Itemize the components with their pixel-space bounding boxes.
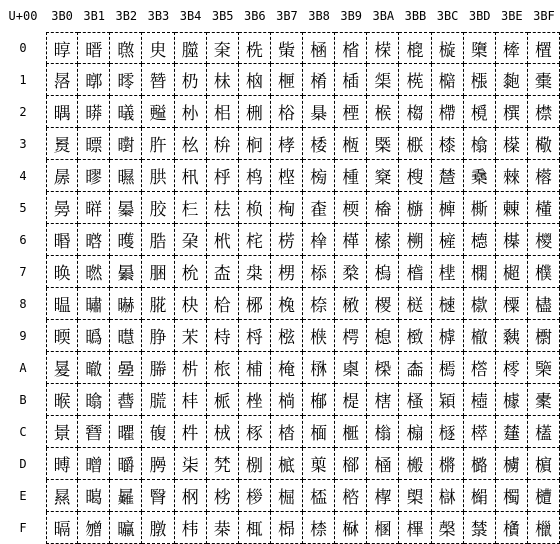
glyph-cell: 㭑: [207, 64, 239, 96]
glyph-cell: 㮒: [335, 96, 367, 128]
glyph-cell: 㯂: [432, 96, 464, 128]
glyph-cell: 㭓: [207, 128, 239, 160]
glyph-cell: 㯣: [496, 128, 528, 160]
glyph-cell: 㯑: [464, 64, 496, 96]
glyph-cell: 㮝: [335, 448, 367, 480]
glyph-cell: 㮵: [399, 192, 431, 224]
glyph-cell: 㬨: [110, 288, 142, 320]
glyph-cell: 㮸: [399, 288, 431, 320]
glyph-cell: 㮊: [303, 352, 335, 384]
row-header: 3: [19, 137, 27, 151]
glyph-cell: 㮷: [399, 256, 431, 288]
column-header: 3B0: [51, 9, 73, 23]
glyph-cell: 㯷: [528, 256, 560, 288]
glyph-cell: 㭌: [175, 416, 207, 448]
glyph-cell: 㯐: [464, 32, 496, 64]
glyph-cell: 㮀: [303, 32, 335, 64]
glyph-cell: 㯺: [528, 352, 560, 384]
glyph-cell: 㮁: [303, 64, 335, 96]
glyph-cell: 㭝: [207, 448, 239, 480]
glyph-cell: 㮂: [303, 96, 335, 128]
glyph-cell: 㮴: [399, 160, 431, 192]
glyph-cell: 㯟: [464, 512, 496, 544]
row-header: 8: [19, 297, 27, 311]
glyph-cell: 㮿: [399, 512, 431, 544]
glyph-cell: 㯳: [528, 128, 560, 160]
glyph-cell: 㮋: [303, 384, 335, 416]
column-header: 3B1: [83, 9, 106, 23]
glyph-cell: 㮉: [303, 320, 335, 352]
glyph-cell: 㯀: [432, 32, 464, 64]
glyph-cell: 㬪: [110, 352, 142, 384]
glyph-cell: 㯛: [464, 384, 496, 416]
glyph-cell: 㭎: [175, 480, 207, 512]
glyph-cell: 㮥: [367, 192, 399, 224]
glyph-cell: 㯝: [464, 448, 496, 480]
glyph-cell: 㭸: [271, 288, 303, 320]
column-header: 3B7: [276, 9, 298, 23]
glyph-cell: 㭕: [207, 192, 239, 224]
glyph-cell: 㬬: [110, 416, 142, 448]
glyph-cell: 㭄: [175, 160, 207, 192]
glyph-cell: 㮤: [367, 160, 399, 192]
row-header: 0: [19, 41, 27, 55]
glyph-cell: 㬳: [142, 128, 174, 160]
glyph-cell: 㭉: [175, 320, 207, 352]
glyph-cell: 㭽: [271, 448, 303, 480]
glyph-cell: 㭮: [239, 480, 271, 512]
column-header: 3BF: [533, 9, 555, 23]
glyph-cell: 㭺: [271, 352, 303, 384]
glyph-cell: 㯩: [496, 320, 528, 352]
row-header: 5: [19, 201, 27, 215]
column-header: 3B5: [211, 9, 234, 23]
glyph-cell: 㬲: [142, 96, 174, 128]
glyph-cell: 㮄: [303, 160, 335, 192]
glyph-cell: 㯖: [464, 224, 496, 256]
glyph-cell: 㮳: [399, 128, 431, 160]
glyph-cell: 㯹: [528, 320, 560, 352]
glyph-cell: 㭃: [175, 128, 207, 160]
glyph-cell: 㭛: [207, 384, 239, 416]
glyph-cell: 㬹: [142, 320, 174, 352]
glyph-cell: 㬊: [46, 352, 78, 384]
glyph-cell: 㬮: [110, 480, 142, 512]
glyph-cell: 㬑: [78, 64, 110, 96]
glyph-cell: 㬏: [46, 512, 78, 544]
glyph-cell: 㯠: [496, 32, 528, 64]
column-header: 3BB: [404, 9, 427, 23]
glyph-cell: 㬌: [46, 416, 78, 448]
row-header: 7: [19, 265, 27, 279]
glyph-cell: 㮮: [367, 480, 399, 512]
glyph-cell: 㭖: [207, 224, 239, 256]
glyph-cell: 㯪: [496, 352, 528, 384]
row-header: 2: [19, 105, 27, 119]
glyph-cell: 㬾: [142, 480, 174, 512]
corner-label: U+00: [8, 9, 38, 23]
glyph-cell: 㭈: [175, 288, 207, 320]
glyph-cell: 㮟: [335, 512, 367, 544]
glyph-cell: 㬖: [78, 224, 110, 256]
glyph-cell: 㯵: [528, 192, 560, 224]
glyph-cell: 㮞: [335, 480, 367, 512]
glyph-cell: 㮓: [335, 128, 367, 160]
glyph-cell: 㯈: [432, 288, 464, 320]
row-header: A: [19, 361, 27, 375]
glyph-cell: 㬯: [110, 512, 142, 544]
glyph-cell: 㭪: [239, 352, 271, 384]
glyph-cell: 㬎: [46, 480, 78, 512]
glyph-cell: 㭿: [271, 512, 303, 544]
glyph-cell: 㮘: [335, 288, 367, 320]
row-header: B: [19, 393, 27, 407]
row-header: 9: [19, 329, 27, 343]
glyph-cell: 㭶: [271, 224, 303, 256]
glyph-cell: 㯚: [464, 352, 496, 384]
glyph-cell: 㮭: [367, 448, 399, 480]
glyph-cell: 㭥: [239, 192, 271, 224]
glyph-cell: 㭂: [175, 96, 207, 128]
glyph-cell: 㯢: [496, 96, 528, 128]
glyph-cell: 㭣: [239, 128, 271, 160]
glyph-cell: 㭀: [175, 32, 207, 64]
glyph-cell: 㯮: [496, 480, 528, 512]
glyph-cell: 㬵: [142, 192, 174, 224]
glyph-cell: 㮌: [303, 416, 335, 448]
glyph-cell: 㯇: [432, 256, 464, 288]
glyph-cell: 㬸: [142, 288, 174, 320]
glyph-cell: 㭘: [207, 288, 239, 320]
row-header: 6: [19, 233, 27, 247]
glyph-cell: 㬶: [142, 224, 174, 256]
glyph-cell: 㭤: [239, 160, 271, 192]
glyph-cell: 㬆: [46, 224, 78, 256]
glyph-grid: [46, 32, 560, 544]
column-header: 3B6: [243, 9, 266, 23]
glyph-cell: 㮺: [399, 352, 431, 384]
glyph-cell: 㯫: [496, 384, 528, 416]
glyph-cell: 㬞: [78, 480, 110, 512]
glyph-cell: 㭦: [239, 224, 271, 256]
glyph-cell: 㮲: [399, 96, 431, 128]
glyph-cell: 㬚: [78, 352, 110, 384]
glyph-cell: 㮖: [335, 224, 367, 256]
glyph-cell: 㯎: [432, 480, 464, 512]
glyph-cell: 㯙: [464, 320, 496, 352]
glyph-cell: 㯏: [432, 512, 464, 544]
glyph-cell: 㯸: [528, 288, 560, 320]
glyph-cell: 㭙: [207, 320, 239, 352]
glyph-cell: 㭯: [239, 512, 271, 544]
glyph-cell: 㬗: [78, 256, 110, 288]
glyph-cell: 㭁: [175, 64, 207, 96]
glyph-cell: 㬈: [46, 288, 78, 320]
glyph-cell: 㬙: [78, 320, 110, 352]
glyph-cell: 㯨: [496, 288, 528, 320]
glyph-cell: 㭻: [271, 384, 303, 416]
glyph-cell: 㯍: [432, 448, 464, 480]
glyph-cell: 㮦: [367, 224, 399, 256]
glyph-cell: 㭚: [207, 352, 239, 384]
glyph-cell: 㮛: [335, 384, 367, 416]
glyph-cell: 㮯: [367, 512, 399, 544]
glyph-cell: 㬠: [110, 32, 142, 64]
glyph-cell: 㯞: [464, 480, 496, 512]
glyph-cell: 㮶: [399, 224, 431, 256]
glyph-cell: 㯆: [432, 224, 464, 256]
glyph-cell: 㮧: [367, 256, 399, 288]
glyph-cell: 㬜: [78, 416, 110, 448]
glyph-cell: 㯕: [464, 192, 496, 224]
glyph-cell: 㯿: [528, 512, 560, 544]
glyph-cell: 㬥: [110, 192, 142, 224]
column-header: 3B8: [308, 9, 330, 23]
glyph-cell: 㭼: [271, 416, 303, 448]
column-header: 3BA: [372, 9, 395, 23]
glyph-cell: 㭭: [239, 448, 271, 480]
glyph-cell: 㭰: [271, 32, 303, 64]
glyph-cell: 㬄: [46, 160, 78, 192]
glyph-cell: 㭜: [207, 416, 239, 448]
glyph-cell: 㮣: [367, 128, 399, 160]
glyph-cell: 㯰: [528, 32, 560, 64]
glyph-cell: 㮩: [367, 320, 399, 352]
glyph-cell: 㮼: [399, 416, 431, 448]
glyph-cell: 㬼: [142, 416, 174, 448]
glyph-cell: 㮾: [399, 480, 431, 512]
glyph-cell: 㯓: [464, 128, 496, 160]
glyph-cell: 㮡: [367, 64, 399, 96]
glyph-cell: 㯡: [496, 64, 528, 96]
glyph-cell: 㭔: [207, 160, 239, 192]
glyph-cell: 㭩: [239, 320, 271, 352]
glyph-cell: 㮬: [367, 416, 399, 448]
glyph-cell: 㬷: [142, 256, 174, 288]
glyph-cell: 㮨: [367, 288, 399, 320]
glyph-cell: 㬔: [78, 160, 110, 192]
glyph-cell: 㭋: [175, 384, 207, 416]
glyph-cell: 㯱: [528, 64, 560, 96]
glyph-cell: 㯧: [496, 256, 528, 288]
glyph-cell: 㬛: [78, 384, 110, 416]
column-header: 3B9: [340, 9, 363, 23]
glyph-cell: 㬐: [78, 32, 110, 64]
glyph-cell: 㯲: [528, 96, 560, 128]
glyph-cell: 㬦: [110, 224, 142, 256]
glyph-cell: 㯒: [464, 96, 496, 128]
glyph-cell: 㯊: [432, 352, 464, 384]
glyph-cell: 㬀: [46, 32, 78, 64]
glyph-cell: 㮔: [335, 160, 367, 192]
glyph-cell: 㬇: [46, 256, 78, 288]
glyph-cell: 㭟: [207, 512, 239, 544]
glyph-cell: 㮑: [335, 64, 367, 96]
glyph-cell: 㭐: [207, 32, 239, 64]
glyph-cell: 㮎: [303, 480, 335, 512]
glyph-cell: 㯴: [528, 160, 560, 192]
glyph-cell: 㬋: [46, 384, 78, 416]
glyph-cell: 㬂: [46, 96, 78, 128]
glyph-cell: 㬡: [110, 64, 142, 96]
glyph-cell: 㮽: [399, 448, 431, 480]
glyph-cell: 㭷: [271, 256, 303, 288]
glyph-cell: 㭏: [175, 512, 207, 544]
glyph-cell: 㭳: [271, 128, 303, 160]
glyph-cell: 㯥: [496, 192, 528, 224]
glyph-cell: 㭴: [271, 160, 303, 192]
glyph-cell: 㮻: [399, 384, 431, 416]
glyph-cell: 㭫: [239, 384, 271, 416]
glyph-cell: 㯼: [528, 416, 560, 448]
glyph-cell: 㮗: [335, 256, 367, 288]
glyph-cell: 㬢: [110, 96, 142, 128]
glyph-cell: 㯗: [464, 256, 496, 288]
glyph-cell: 㭬: [239, 416, 271, 448]
row-header: 1: [19, 73, 27, 87]
glyph-cell: 㮐: [335, 32, 367, 64]
glyph-cell: 㮱: [399, 64, 431, 96]
glyph-cell: 㬓: [78, 128, 110, 160]
glyph-cell: 㯁: [432, 64, 464, 96]
glyph-cell: 㯉: [432, 320, 464, 352]
glyph-cell: 㮰: [399, 32, 431, 64]
glyph-cell: 㭍: [175, 448, 207, 480]
glyph-cell: 㮃: [303, 128, 335, 160]
row-header: C: [19, 425, 27, 439]
glyph-cell: 㯦: [496, 224, 528, 256]
glyph-cell: 㮙: [335, 320, 367, 352]
glyph-cell: 㮕: [335, 192, 367, 224]
glyph-cell: 㮹: [399, 320, 431, 352]
glyph-cell: 㬻: [142, 384, 174, 416]
column-header: 3BE: [500, 9, 523, 23]
glyph-cell: 㭠: [239, 32, 271, 64]
glyph-cell: 㮏: [303, 512, 335, 544]
glyph-cell: 㭵: [271, 192, 303, 224]
glyph-cell: 㯜: [464, 416, 496, 448]
glyph-cell: 㬁: [46, 64, 78, 96]
glyph-cell: 㭊: [175, 352, 207, 384]
glyph-cell: 㬩: [110, 320, 142, 352]
glyph-cell: 㬴: [142, 160, 174, 192]
glyph-cell: 㭒: [207, 96, 239, 128]
glyph-cell: 㭨: [239, 288, 271, 320]
glyph-cell: 㬰: [142, 32, 174, 64]
glyph-cell: 㮚: [335, 352, 367, 384]
glyph-cell: 㮪: [367, 352, 399, 384]
row-header: D: [19, 457, 27, 471]
glyph-cell: 㬟: [78, 512, 110, 544]
glyph-cell: 㮆: [303, 224, 335, 256]
glyph-cell: 㯭: [496, 448, 528, 480]
glyph-cell: 㯔: [464, 160, 496, 192]
glyph-cell: 㯽: [528, 448, 560, 480]
glyph-cell: 㬒: [78, 96, 110, 128]
glyph-cell: 㯶: [528, 224, 560, 256]
glyph-cell: 㬺: [142, 352, 174, 384]
glyph-cell: 㬧: [110, 256, 142, 288]
glyph-cell: 㬘: [78, 288, 110, 320]
glyph-cell: 㯬: [496, 416, 528, 448]
glyph-cell: 㬝: [78, 448, 110, 480]
glyph-cell: 㯃: [432, 128, 464, 160]
glyph-cell: 㯋: [432, 384, 464, 416]
glyph-cell: 㮜: [335, 416, 367, 448]
glyph-cell: 㭱: [271, 64, 303, 96]
glyph-cell: 㬉: [46, 320, 78, 352]
glyph-cell: 㭲: [271, 96, 303, 128]
glyph-cell: 㬤: [110, 160, 142, 192]
glyph-cell: 㬫: [110, 384, 142, 416]
glyph-cell: 㮠: [367, 32, 399, 64]
glyph-cell: 㮇: [303, 256, 335, 288]
glyph-cell: 㯻: [528, 384, 560, 416]
glyph-cell: 㭹: [271, 320, 303, 352]
column-header: 3B4: [179, 9, 202, 23]
glyph-cell: 㬅: [46, 192, 78, 224]
row-header: 4: [19, 169, 27, 183]
glyph-cell: 㭧: [239, 256, 271, 288]
glyph-cell: 㮢: [367, 96, 399, 128]
glyph-cell: 㬭: [110, 448, 142, 480]
glyph-cell: 㭢: [239, 96, 271, 128]
glyph-cell: 㬕: [78, 192, 110, 224]
glyph-cell: 㭾: [271, 480, 303, 512]
glyph-cell: 㯯: [496, 512, 528, 544]
glyph-cell: 㯅: [432, 192, 464, 224]
column-header: 3B3: [147, 9, 170, 23]
glyph-cell: 㯘: [464, 288, 496, 320]
glyph-cell: 㭡: [239, 64, 271, 96]
glyph-cell: 㬣: [110, 128, 142, 160]
glyph-cell: 㮅: [303, 192, 335, 224]
glyph-cell: 㭇: [175, 256, 207, 288]
glyph-cell: 㯌: [432, 416, 464, 448]
glyph-cell: 㬽: [142, 448, 174, 480]
glyph-cell: 㬃: [46, 128, 78, 160]
glyph-cell: 㬍: [46, 448, 78, 480]
column-header: 3B2: [115, 9, 138, 23]
glyph-cell: 㯾: [528, 480, 560, 512]
column-header: 3BD: [468, 9, 491, 23]
glyph-cell: 㭅: [175, 192, 207, 224]
glyph-cell: 㬱: [142, 64, 174, 96]
glyph-cell: 㭗: [207, 256, 239, 288]
glyph-cell: 㬿: [142, 512, 174, 544]
column-header: 3BC: [436, 9, 459, 23]
glyph-cell: 㭞: [207, 480, 239, 512]
glyph-cell: 㮈: [303, 288, 335, 320]
glyph-cell: 㯤: [496, 160, 528, 192]
glyph-cell: 㮫: [367, 384, 399, 416]
glyph-cell: 㮍: [303, 448, 335, 480]
glyph-cell: 㯄: [432, 160, 464, 192]
row-header: F: [19, 521, 27, 535]
glyph-cell: 㭆: [175, 224, 207, 256]
row-header: E: [19, 489, 27, 503]
